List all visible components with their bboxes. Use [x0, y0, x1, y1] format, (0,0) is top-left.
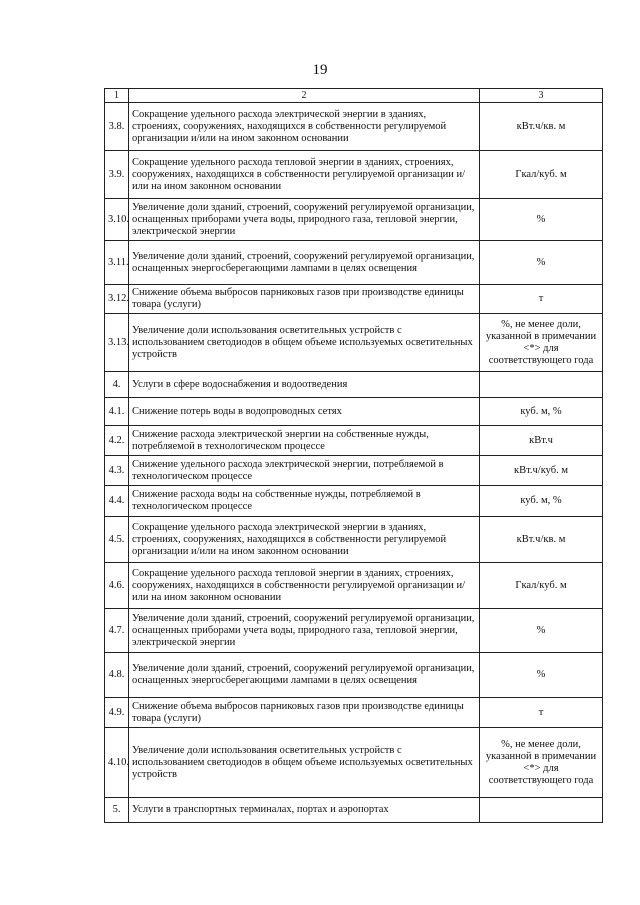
row-description: Увеличение доли использования осветительных устройств с использованием светодиодов в общем объеме используемых осветительных устройств — [129, 728, 480, 798]
row-unit: т — [480, 285, 603, 314]
page-number: 19 — [312, 62, 328, 78]
table-row — [105, 372, 603, 398]
row-description: Услуги в транспортных терминалах, портах и аэропортах — [129, 798, 480, 823]
row-unit: Гкал/куб. м — [480, 151, 603, 199]
table-row — [105, 728, 603, 798]
row-description: Снижение расхода электрической энергии на собственные нужды, потребляемой в технологическом процессе — [129, 426, 480, 456]
column-header: 1 — [105, 89, 129, 103]
row-unit: кВт.ч/кв. м — [480, 103, 603, 151]
table-row — [105, 609, 603, 653]
row-unit: % — [480, 199, 603, 241]
row-unit: кВт.ч/кв. м — [480, 517, 603, 563]
table-row — [105, 653, 603, 698]
row-number: 4.4. — [105, 486, 129, 517]
row-number: 3.8. — [105, 103, 129, 151]
row-unit: % — [480, 241, 603, 285]
table-row — [105, 285, 603, 314]
table-row — [105, 103, 603, 151]
row-description: Услуги в сфере водоснабжения и водоотведения — [129, 372, 480, 398]
row-description: Снижение объема выбросов парниковых газов при производстве единицы товара (услуги) — [129, 285, 480, 314]
table-row — [105, 151, 603, 199]
table-row — [105, 698, 603, 728]
row-description: Снижение объема выбросов парниковых газов при производстве единицы товара (услуги) — [129, 698, 480, 728]
row-unit: куб. м, % — [480, 486, 603, 517]
row-description: Сокращение удельного расхода тепловой энергии в зданиях, строениях, сооружениях, находящихся в собственности регулируемой организации и/или на ином законном основании — [129, 151, 480, 199]
row-number: 4.9. — [105, 698, 129, 728]
row-unit: % — [480, 653, 603, 698]
column-header: 3 — [480, 89, 603, 103]
row-number: 4.2. — [105, 426, 129, 456]
row-description: Сокращение удельного расхода электрической энергии в зданиях, строениях, сооружениях, находящихся в собственности регулируемой организации и/или на ином законном основании — [129, 103, 480, 151]
table-row — [105, 398, 603, 426]
row-description: Сокращение удельного расхода электрической энергии в зданиях, строениях, сооружениях, находящихся в собственности регулируемой организации и/или на ином законном основании — [129, 517, 480, 563]
row-description: Увеличение доли зданий, строений, сооружений регулируемой организации, оснащенных энергосберегающими лампами в целях освещения — [129, 241, 480, 285]
row-number: 4.1. — [105, 398, 129, 426]
row-unit: куб. м, % — [480, 398, 603, 426]
row-description: Увеличение доли использования осветительных устройств с использованием светодиодов в общем объеме используемых осветительных устройств — [129, 314, 480, 372]
row-description: Увеличение доли зданий, строений, сооружений регулируемой организации, оснащенных энергосберегающими лампами в целях освещения — [129, 653, 480, 698]
table-row — [105, 798, 603, 823]
table-row — [105, 486, 603, 517]
row-number: 4.7. — [105, 609, 129, 653]
table-row — [105, 241, 603, 285]
row-number: 4.8. — [105, 653, 129, 698]
row-number: 4. — [105, 372, 129, 398]
table-row — [105, 426, 603, 456]
row-number: 5. — [105, 798, 129, 823]
table-row — [105, 199, 603, 241]
column-header: 2 — [129, 89, 480, 103]
table-row — [105, 563, 603, 609]
row-unit — [480, 372, 603, 398]
row-description: Снижение расхода воды на собственные нужды, потребляемой в технологическом процессе — [129, 486, 480, 517]
row-number: 4.3. — [105, 456, 129, 486]
row-unit — [480, 798, 603, 823]
row-number: 3.10. — [105, 199, 129, 241]
indicators-table — [104, 88, 603, 823]
row-unit: кВт.ч — [480, 426, 603, 456]
row-number: 3.11. — [105, 241, 129, 285]
table-row — [105, 456, 603, 486]
row-description: Снижение удельного расхода электрической энергии, потребляемой в технологическом процессе — [129, 456, 480, 486]
row-number: 4.6. — [105, 563, 129, 609]
row-description: Снижение потерь воды в водопроводных сетях — [129, 398, 480, 426]
row-number: 3.12. — [105, 285, 129, 314]
table-row — [105, 314, 603, 372]
row-number: 4.5. — [105, 517, 129, 563]
table-row — [105, 517, 603, 563]
row-number: 3.9. — [105, 151, 129, 199]
table-header-row — [105, 89, 603, 103]
row-description: Сокращение удельного расхода тепловой энергии в зданиях, строениях, сооружениях, находящихся в собственности регулируемой организации и/или на ином законном основании — [129, 563, 480, 609]
row-number: 3.13. — [105, 314, 129, 372]
row-unit: %, не менее доли, указанной в примечании <*> для соответствующего года — [480, 314, 603, 372]
row-unit: кВт.ч/куб. м — [480, 456, 603, 486]
row-description: Увеличение доли зданий, строений, сооружений регулируемой организации, оснащенных приборами учета воды, природного газа, тепловой энергии, электрической энергии — [129, 199, 480, 241]
row-unit: т — [480, 698, 603, 728]
row-unit: % — [480, 609, 603, 653]
row-unit: Гкал/куб. м — [480, 563, 603, 609]
row-description: Увеличение доли зданий, строений, сооружений регулируемой организации, оснащенных приборами учета воды, природного газа, тепловой энергии, электрической энергии — [129, 609, 480, 653]
row-number: 4.10. — [105, 728, 129, 798]
row-unit: %, не менее доли, указанной в примечании <*> для соответствующего года — [480, 728, 603, 798]
